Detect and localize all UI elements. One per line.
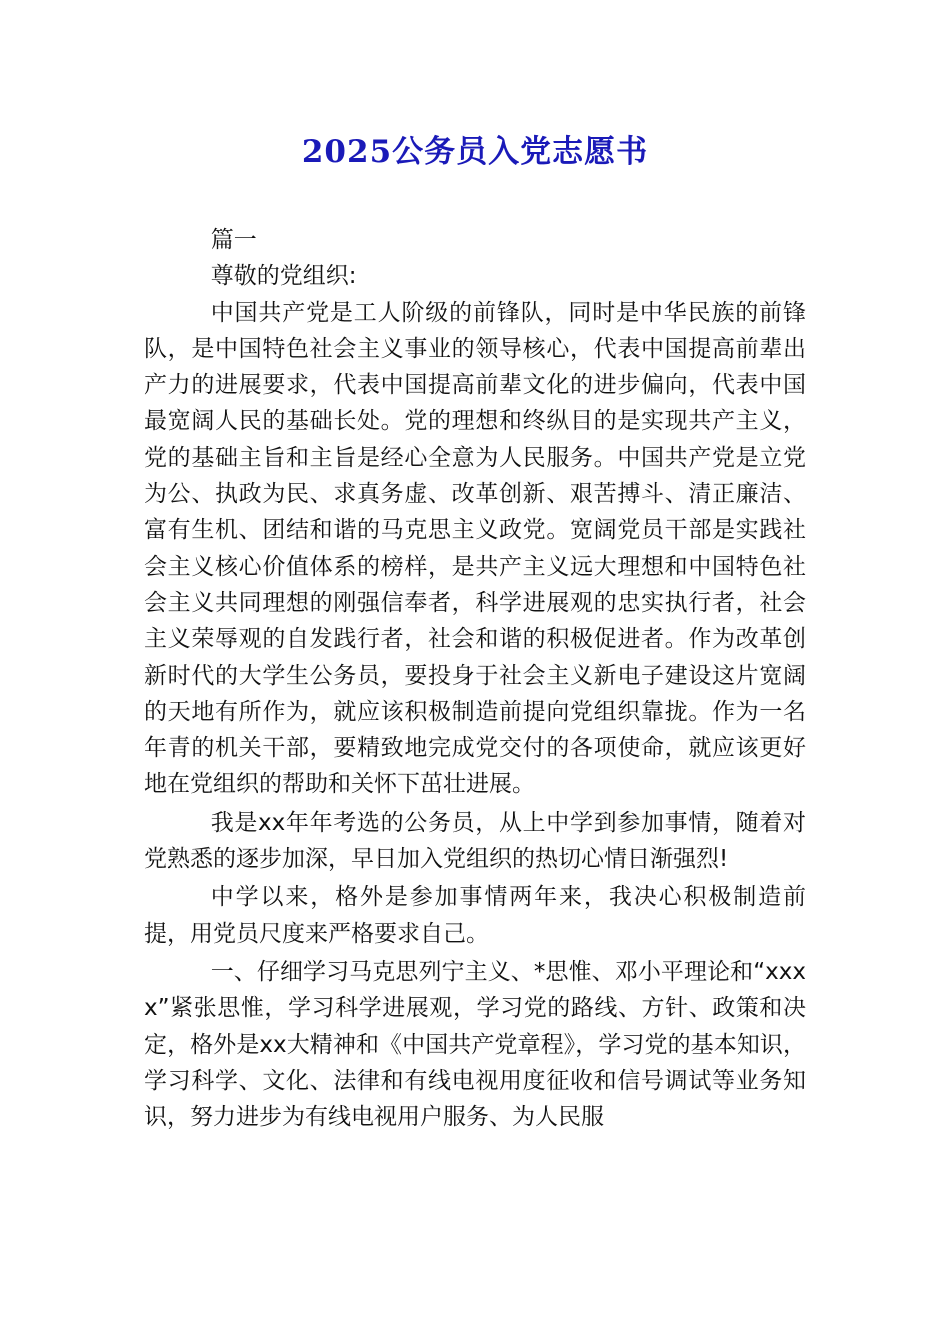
paragraph-2: 我是xx年年考选的公务员，从上中学到参加事情，随着对党熟悉的逐步加深，早日加入党组织的热切心情日渐强烈! <box>144 809 806 873</box>
section-heading: 篇一 <box>210 227 257 253</box>
paragraph-1: 中国共产党是工人阶级的前锋队，同时是中华民族的前锋队，是中国特色社会主义事业的领导核心，代表中国提高前辈出产力的进展要求，代表中国提高前辈文化的进步偏向，代表中国最宽阔人民的基础长处。党的理想和终纵目的是实现共产主义，党的基础主旨和主旨是经心全意为人民服务。中国共产党是立党为公、执政为民、求真务虚、改革创新、艰苦搏斗、清正廉洁、富有生机、团结和谐的马克思主义政党。宽阔党员干部是实践社会主义核心价值体系的榜样，是共产主义远大理想和中国特色社会主义共同理想的刚强信奉者，科学进展观的忠实执行者，社会主义荣辱观的自发践行者，社会和谐的积极促进者。作为改革创新时代的大学生公务员，要投身于社会主义新电子建设这片宽阔的天地有所作为，就应该积极制造前提向党组织靠拢。作为一名年青的机关干部，要精致地完成党交付的各项使命，就应该更好地在党组织的帮助和关怀下茁壮进展。 <box>144 299 806 798</box>
document-body <box>144 222 806 1135</box>
document-title: 2025公务员入党志愿书 <box>301 134 649 170</box>
paragraph-3: 中学以来，格外是参加事情两年来，我决心积极制造前提，用党员尺度来严格要求自己。 <box>144 884 806 947</box>
paragraph-4: 一、仔细学习马克思列宁主义、*思惟、邓小平理论和“xxxx”紧张思惟，学习科学进展观，学习党的路线、方针、政策和决定，格外是xx大精神和《中国共产党章程》，学习党的基本知识，学习科学、文化、法律和有线电视用度征收和信号调试等业务知识，努力进步为有线电视用户服务、为人民服 <box>144 958 806 1131</box>
salutation: 尊敬的党组织: <box>210 263 357 290</box>
